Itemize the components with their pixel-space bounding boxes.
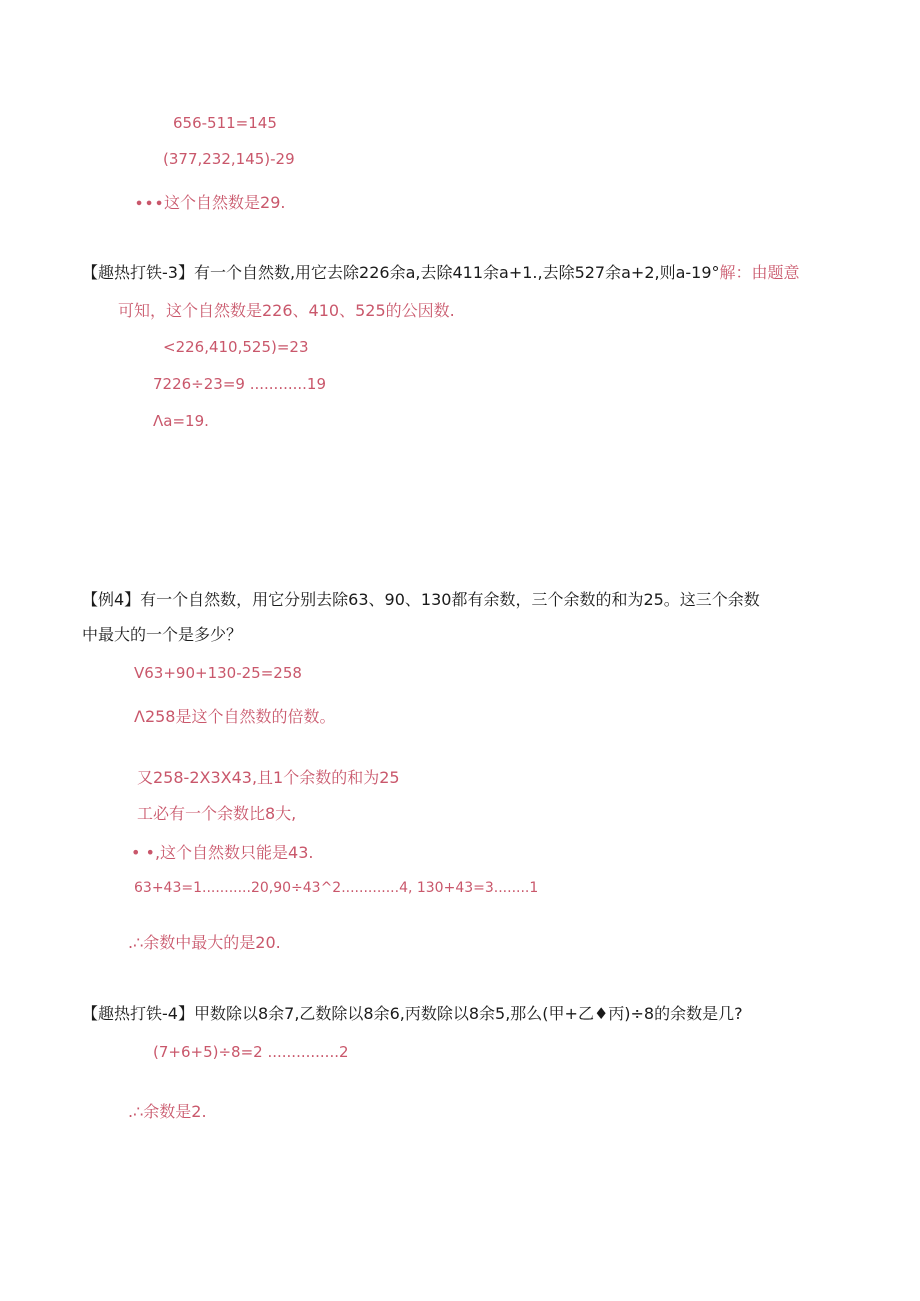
calc-line: 工必有一个余数比8大, bbox=[137, 804, 297, 823]
problem-4-question: 【趣热打铁-4】甲数除以8余7,乙数除以8余6,丙数除以8余5,那么(甲+乙♦丙)÷8的余数是几? bbox=[82, 1004, 743, 1023]
calc-line: 又258-2X3X43,且1个余数的和为25 bbox=[137, 768, 400, 787]
example-4-question-cont: 中最大的一个是多少？ bbox=[82, 625, 243, 644]
example-4-question: 【例4】有一个自然数，用它分别去除63、90、130都有余数，三个余数的和为25。这三个余数 bbox=[82, 590, 760, 609]
calc-line: • •,这个自然数只能是43. bbox=[131, 843, 314, 862]
problem-3-line bbox=[82, 260, 800, 283]
problem-3-answer-cont: 可知，这个自然数是226、410、525的公因数. bbox=[118, 301, 455, 320]
conclusion-line: .∴余数是2. bbox=[128, 1102, 207, 1121]
problem-3-question: 【趣热打铁-3】有一个自然数,用它去除226余a,去除411余a+1.,去除527余a+2,则a-19° bbox=[82, 263, 720, 282]
calc-line: (377,232,145)-29 bbox=[163, 150, 295, 168]
calc-line: V63+90+130-25=258 bbox=[134, 664, 302, 682]
calc-line: <226,410,525)=23 bbox=[163, 338, 309, 356]
calc-line: (7+6+5)÷8=2 ...............2 bbox=[153, 1043, 349, 1061]
calc-line: Λ258是这个自然数的倍数。 bbox=[134, 707, 336, 726]
problem-3-answer-start: 解：由题意 bbox=[719, 263, 800, 282]
calc-line: 63+43=1...........20,90÷43^2.............4, 130+43=3........1 bbox=[134, 880, 539, 896]
calc-line: 656-511=145 bbox=[173, 114, 277, 132]
conclusion-line: .∴余数中最大的是20. bbox=[128, 933, 281, 952]
conclusion-line: ∙∙∙这个自然数是29. bbox=[134, 193, 286, 212]
calc-line: 7226÷23=9 ............19 bbox=[153, 375, 327, 393]
conclusion-line: Λa=19. bbox=[153, 412, 209, 430]
